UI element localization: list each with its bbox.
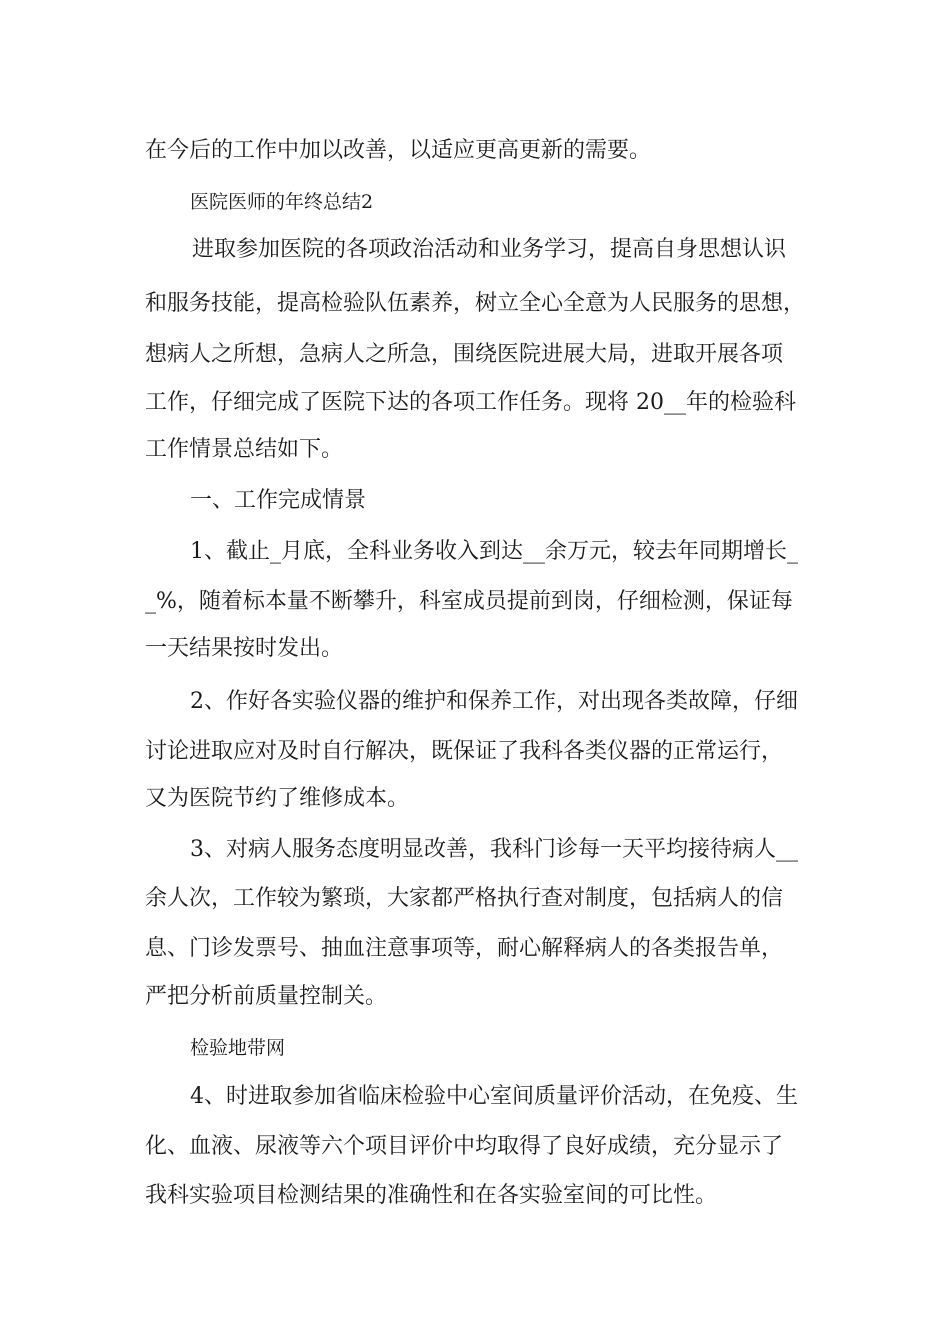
paragraph-line: 严把分析前质量控制关。 — [145, 984, 388, 1009]
paragraph-line: 3、对病人服务态度明显改善，我科门诊每一天平均接待病人__ — [190, 837, 798, 862]
section-heading: 检验地带网 — [190, 1037, 286, 1059]
section-heading: 医院医师的年终总结2 — [190, 191, 374, 213]
paragraph-line: 余人次，工作较为繁琐，大家都严格执行查对制度，包括病人的信 — [145, 886, 784, 911]
paragraph-line: 想病人之所想，急病人之所急，围绕医院进展大局，进取开展各项 — [145, 342, 784, 367]
paragraph-line: 息、门诊发票号、抽血注意事项等，耐心解释病人的各类报告单， — [145, 936, 784, 961]
paragraph-line: 工作，仔细完成了医院下达的各项工作任务。现将 20__年的检验科 — [145, 390, 796, 415]
paragraph-line: 一天结果按时发出。 — [145, 636, 344, 661]
paragraph-line: 工作情景总结如下。 — [145, 437, 344, 462]
paragraph-line: 我科实验项目检测结果的准确性和在各实验室间的可比性。 — [145, 1183, 718, 1208]
paragraph-line: 进取参加医院的各项政治活动和业务学习，提高自身思想认识 — [192, 237, 787, 262]
paragraph-line: 1、截止_月底，全科业务收入到达__余万元，较去年同期增长_ — [190, 539, 798, 564]
paragraph-line: 和服务技能，提高检验队伍素养，树立全心全意为人民服务的思想， — [145, 291, 806, 316]
paragraph-line: 4、时进取参加省临床检验中心室间质量评价活动，在免疫、生 — [190, 1084, 798, 1109]
paragraph-line: 在今后的工作中加以改善，以适应更高更新的需要。 — [145, 138, 652, 163]
paragraph-line: _%，随着标本量不断攀升，科室成员提前到岗，仔细检测，保证每 — [145, 589, 793, 614]
paragraph-line: 2、作好各实验仪器的维护和保养工作，对出现各类故障，仔细 — [190, 689, 798, 714]
paragraph-line: 讨论进取应对及时自行解决，既保证了我科各类仪器的正常运行， — [145, 739, 784, 764]
paragraph-line: 化、血液、尿液等六个项目评价中均取得了良好成绩，充分显示了 — [145, 1134, 784, 1159]
paragraph-line: 又为医院节约了维修成本。 — [145, 786, 410, 811]
section-heading: 一、工作完成情景 — [190, 488, 367, 513]
